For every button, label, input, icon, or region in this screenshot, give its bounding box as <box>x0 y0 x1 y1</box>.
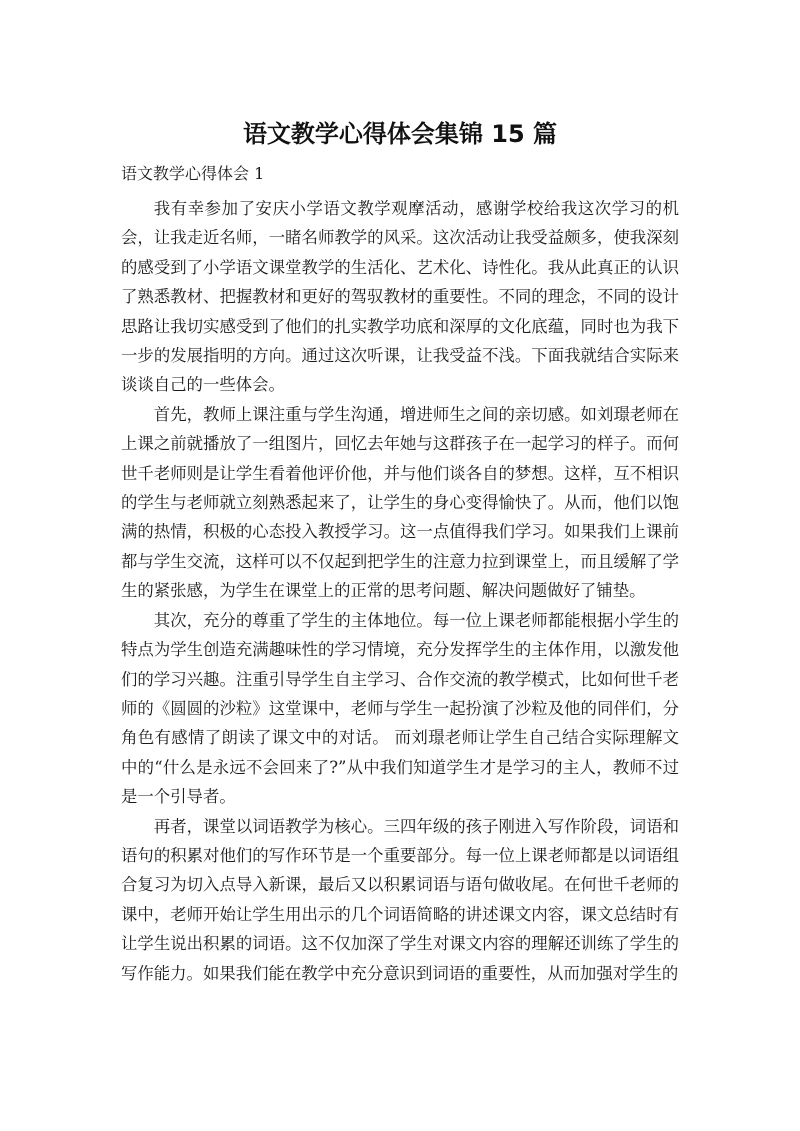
section-heading: 语文教学心得体会 1 <box>121 164 265 183</box>
document-title: 语文教学心得体会集锦 15 篇 <box>242 120 558 148</box>
paragraph-first-point: 首先，教师上课注重与学生沟通，增进师生之间的亲切感。如刘璟老师在上课之前就播放了一组图片，回忆去年她与这群孩子在一起学习的样子。而何世千老师则是让学生看着他评价他，并与他们谈各自的梦想。这样，互不相识的学生与老师就立刻熟悉起来了，让学生的身心变得愉快了。从而，他们以饱满的热情，积极的心态投入教授学习。这一点值得我们学习。如果我们上课前都与学生交流，这样可以不仅起到把学生的注意力拉到课堂上，而且缓解了学生的紧张感，为学生在课堂上的正常的思考问题、解决问题做好了铺垫。 <box>121 404 679 601</box>
paragraph-second-point: 其次，充分的尊重了学生的主体地位。每一位上课老师都能根据小学生的特点为学生创造充满趣味性的学习情境，充分发挥学生的主体作用，以激发他们的学习兴趣。注重引导学生自主学习、合作交流的教学模式，比如何世千老师的《圆圆的沙粒》这堂课中，老师与学生一起扮演了沙粒及他的同伴们，分角色有感情了朗读了课文中的对话。 而刘璟老师让学生自己结合实际理解文中的“什么是永远不会回来了?”从中我们知道学生才是学习的主人，教师不过是一个引导者。 <box>121 610 679 807</box>
document-body <box>121 161 679 988</box>
paragraph-intro: 我有幸参加了安庆小学语文教学观摩活动，感谢学校给我这次学习的机会，让我走近名师，一睹名师教学的风采。这次活动让我受益颇多，使我深刻的感受到了小学语文课堂教学的生活化、艺术化、诗性化。我从此真正的认识了熟悉教材、把握教材和更好的驾驭教材的重要性。不同的理念，不同的设计思路让我切实感受到了他们的扎实教学功底和深厚的文化底蕴，同时也为我下一步的发展指明的方向。通过这次听课，让我受益不浅。下面我就结合实际来谈谈自己的一些体会。 <box>121 199 679 395</box>
paragraph-third-point: 再者，课堂以词语教学为核心。三四年级的孩子刚进入写作阶段，词语和语句的积累对他们的写作环节是一个重要部分。每一位上课老师都是以词语组合复习为切入点导入新课，最后又以积累词语与语句做收尾。在何世千老师的课中，老师开始让学生用出示的几个词语简略的讲述课文内容，课文总结时有让学生说出积累的词语。这不仅加深了学生对课文内容的理解还训练了学生的写作能力。如果我们能在教学中充分意识到词语的重要性，从而加强对学生的 <box>121 816 679 983</box>
